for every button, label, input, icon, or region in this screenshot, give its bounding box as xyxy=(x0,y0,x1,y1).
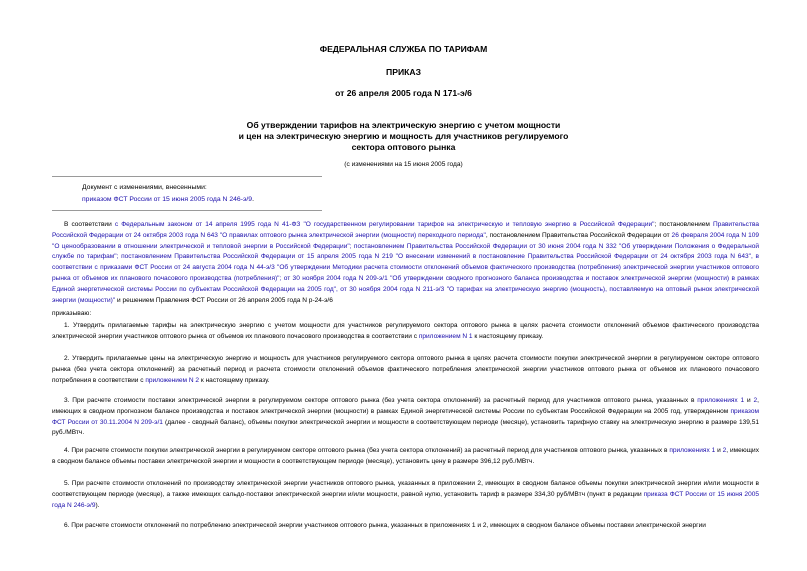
item-2 xyxy=(52,354,759,386)
amendments-line xyxy=(82,195,254,205)
item-text: 5. При расчете стоимости отклонений по производству электрической энергии участников оптового рынка, указанных в приложении 2, имеющих в сводном балансе объемы покупки электрической энергии и/или мощности в соответствующем периоде (месяце), а также имеющих сальдо-поставки электрической энергии и/или мощности, равной нулю, установить тариф в размере 334,30 руб/МВтч xyxy=(52,480,759,498)
changes-note: (с изменениями на 15 июня 2005 года) xyxy=(344,161,463,168)
amendments-caption: Документ с изменениями, внесенными: xyxy=(82,184,207,191)
item-text: , имеющих в сводном балансе объемы поставки электрической энергии и мощности в соответствующем периоде (месяце), установить цену в размере 396,12 руб./МВтч. xyxy=(52,447,759,465)
amendment-order-link[interactable]: приказа ФСТ России от 15 июня 2005 года N 246-э/9 xyxy=(52,490,759,509)
item-text: и xyxy=(744,397,754,404)
item-text: (далее - сводный баланс), объемы покупки электрической энергии и мощности в соответствующем периоде (месяце), установить тарифную ставку на электрическую энергию в размере 139,51 руб./МВтч. xyxy=(52,418,759,437)
order-211-link[interactable]: , от 30 ноября 2004 года N 211-э/3 "О тарифах на электрическую энергию (мощность), поставляемую на оптовый рынок электрической энергии (мощности)" xyxy=(52,285,759,304)
item-3 xyxy=(52,396,759,439)
doc-type-heading: ПРИКАЗ xyxy=(386,67,421,77)
item-text: 4. При расчете стоимости покупки электрической энергии в регулируемом секторе оптового рынка (без учета сектора отклонений) за расчетный период для участников оптового рынка, указанных в xyxy=(64,447,670,454)
date-number-heading: от 26 апреля 2005 года N 171-э/6 xyxy=(335,88,472,98)
title-line-2: и цен на электрическую энергию и мощность для участников регулируемого xyxy=(238,131,569,141)
amendments-tail: . xyxy=(252,196,254,203)
title-line-1: Об утверждении тарифов на электрическую энергию с учетом мощности xyxy=(246,120,561,130)
item-text: 2. Утвердить прилагаемые цены на электрическую энергию и мощность для участников регулируемого сектора оптового рынка в целях расчета стоимости покупки электрической энергии в регулируемом секторе оптового рынка (без учета сектора отклонений) за расчетный период и расчета стоимости отклонений объемов фактического потребления электрической энергии участников оптового рынка от объемов их планового почасового потребления в соответствии с xyxy=(52,355,759,384)
appendix-1-link[interactable]: приложением N 1 xyxy=(418,332,473,340)
order-209-link[interactable]: ; от 30 ноября 2004 года N 209-э/1 "Об утверждении сводного прогнозного баланса производства и поставок электрической энергии (мощности) в рамках Единой энергетической системы России по субъектам Российской Федерации на 2005 год" xyxy=(52,274,759,293)
federal-law-link[interactable]: с Федеральным законом от 14 апреля 1995 года N 41-ФЗ "О государственном регулировании тарифов на электрическую и тепловую энергию в Российской Федерации" xyxy=(114,221,655,228)
order-209-short-link[interactable]: приказом ФСТ России от 30.11.2004 N 209-э/1 xyxy=(52,407,759,426)
appendices-1-link[interactable]: приложениях 1 xyxy=(697,397,745,404)
item-text: (пункт в редакции xyxy=(584,490,644,498)
resolution-219-link[interactable]: ; постановлением Правительства Российской Федерации от 15 апреля 2005 года N 219 "О внесении изменений в постановление Правительства Российской Федерации от 24 октября 2003 года N 643", в соответствии с приказами ФСТ России от 24 августа 2004 года N 44-э/3 "Об утверждении Методики расчета стоимости отклонений объемов фактического производства (потребления) электрической энергии участников оптового рынка от объемов их планового почасового производства (потребления)" xyxy=(52,253,759,282)
item-5 xyxy=(52,479,759,511)
orders-word: приказываю: xyxy=(52,310,92,317)
preamble-text: , постановлением Правительства Российской Федерации от xyxy=(485,231,672,239)
item-4 xyxy=(52,446,759,468)
item-1 xyxy=(52,321,759,343)
preamble-text: ; постановлением xyxy=(654,221,713,228)
resolution-109-link[interactable]: 26 февраля 2004 года N 109 "О ценообразовании в отношении электрической и тепловой энергии в Российской Федерации" xyxy=(52,231,759,250)
item-text: ). xyxy=(95,501,100,509)
preamble-text: В соответствии xyxy=(64,221,115,228)
appendix-2-link[interactable]: приложением N 2 xyxy=(145,376,200,384)
item-text: 3. При расчете стоимости поставки электрической энергии в регулируемом секторе оптового рынка (без учета сектора отклонений) за расчетный период для участников оптового рынка, указанных в xyxy=(64,397,698,404)
title-line-3: сектора оптового рынка xyxy=(351,142,456,152)
item-6 xyxy=(52,521,759,532)
resolution-332-link[interactable]: ; постановлением Правительства Российской Федерации от 30 июня 2004 года N 332 "Об утверждении Положения о Федеральной службе по тарифам" xyxy=(52,242,760,261)
item-text: и xyxy=(715,447,723,454)
item-text: к настоящему приказу. xyxy=(199,376,270,384)
item-text: 6. При расчете стоимости отклонений по потреблению электрической энергии участников оптового рынка, указанных в приложениях 1 и 2, имеющих в сводном балансе объемы поставки электрической энергии xyxy=(64,522,706,529)
appendices-1-link[interactable]: приложениях 1 xyxy=(669,447,716,454)
item-text: , имеющих в сводном прогнозном балансе производства и поставок электрической энергии (мощности) в рамках Единой энергетической системы России по субъектам Российской Федерации на 2005 год, утвержденном xyxy=(52,397,759,415)
appendix-2-short-link[interactable]: 2 xyxy=(722,447,727,454)
amendment-link[interactable]: приказом ФСТ России от 15 июня 2005 года N 246-э/9 xyxy=(82,196,253,203)
item-text: к настоящему приказу. xyxy=(472,332,544,340)
appendix-2-short-link[interactable]: 2 xyxy=(753,397,758,404)
item-text: 1. Утвердить прилагаемые тарифы на электрическую энергию с учетом мощности для участников регулируемого сектора оптового рынка в целях расчета стоимости отклонений объемов фактического производства электрической энергии участников оптового рынка от объемов их планового почасового производства в соответствии с xyxy=(52,322,759,340)
preamble-paragraph xyxy=(52,220,759,306)
preamble-text: и решением Правления ФСТ России от 26 апреля 2005 года N р-24-э/6 xyxy=(115,296,333,304)
agency-heading: ФЕДЕРАЛЬНАЯ СЛУЖБА ПО ТАРИФАМ xyxy=(319,44,488,54)
resolution-643-link[interactable]: Правительства Российской Федерации от 24 октября 2003 года N 643 "О правилах оптового рынка электрической энергии (мощности) переходного периода" xyxy=(52,221,759,239)
divider-bottom xyxy=(52,210,322,211)
divider-top xyxy=(52,176,322,177)
